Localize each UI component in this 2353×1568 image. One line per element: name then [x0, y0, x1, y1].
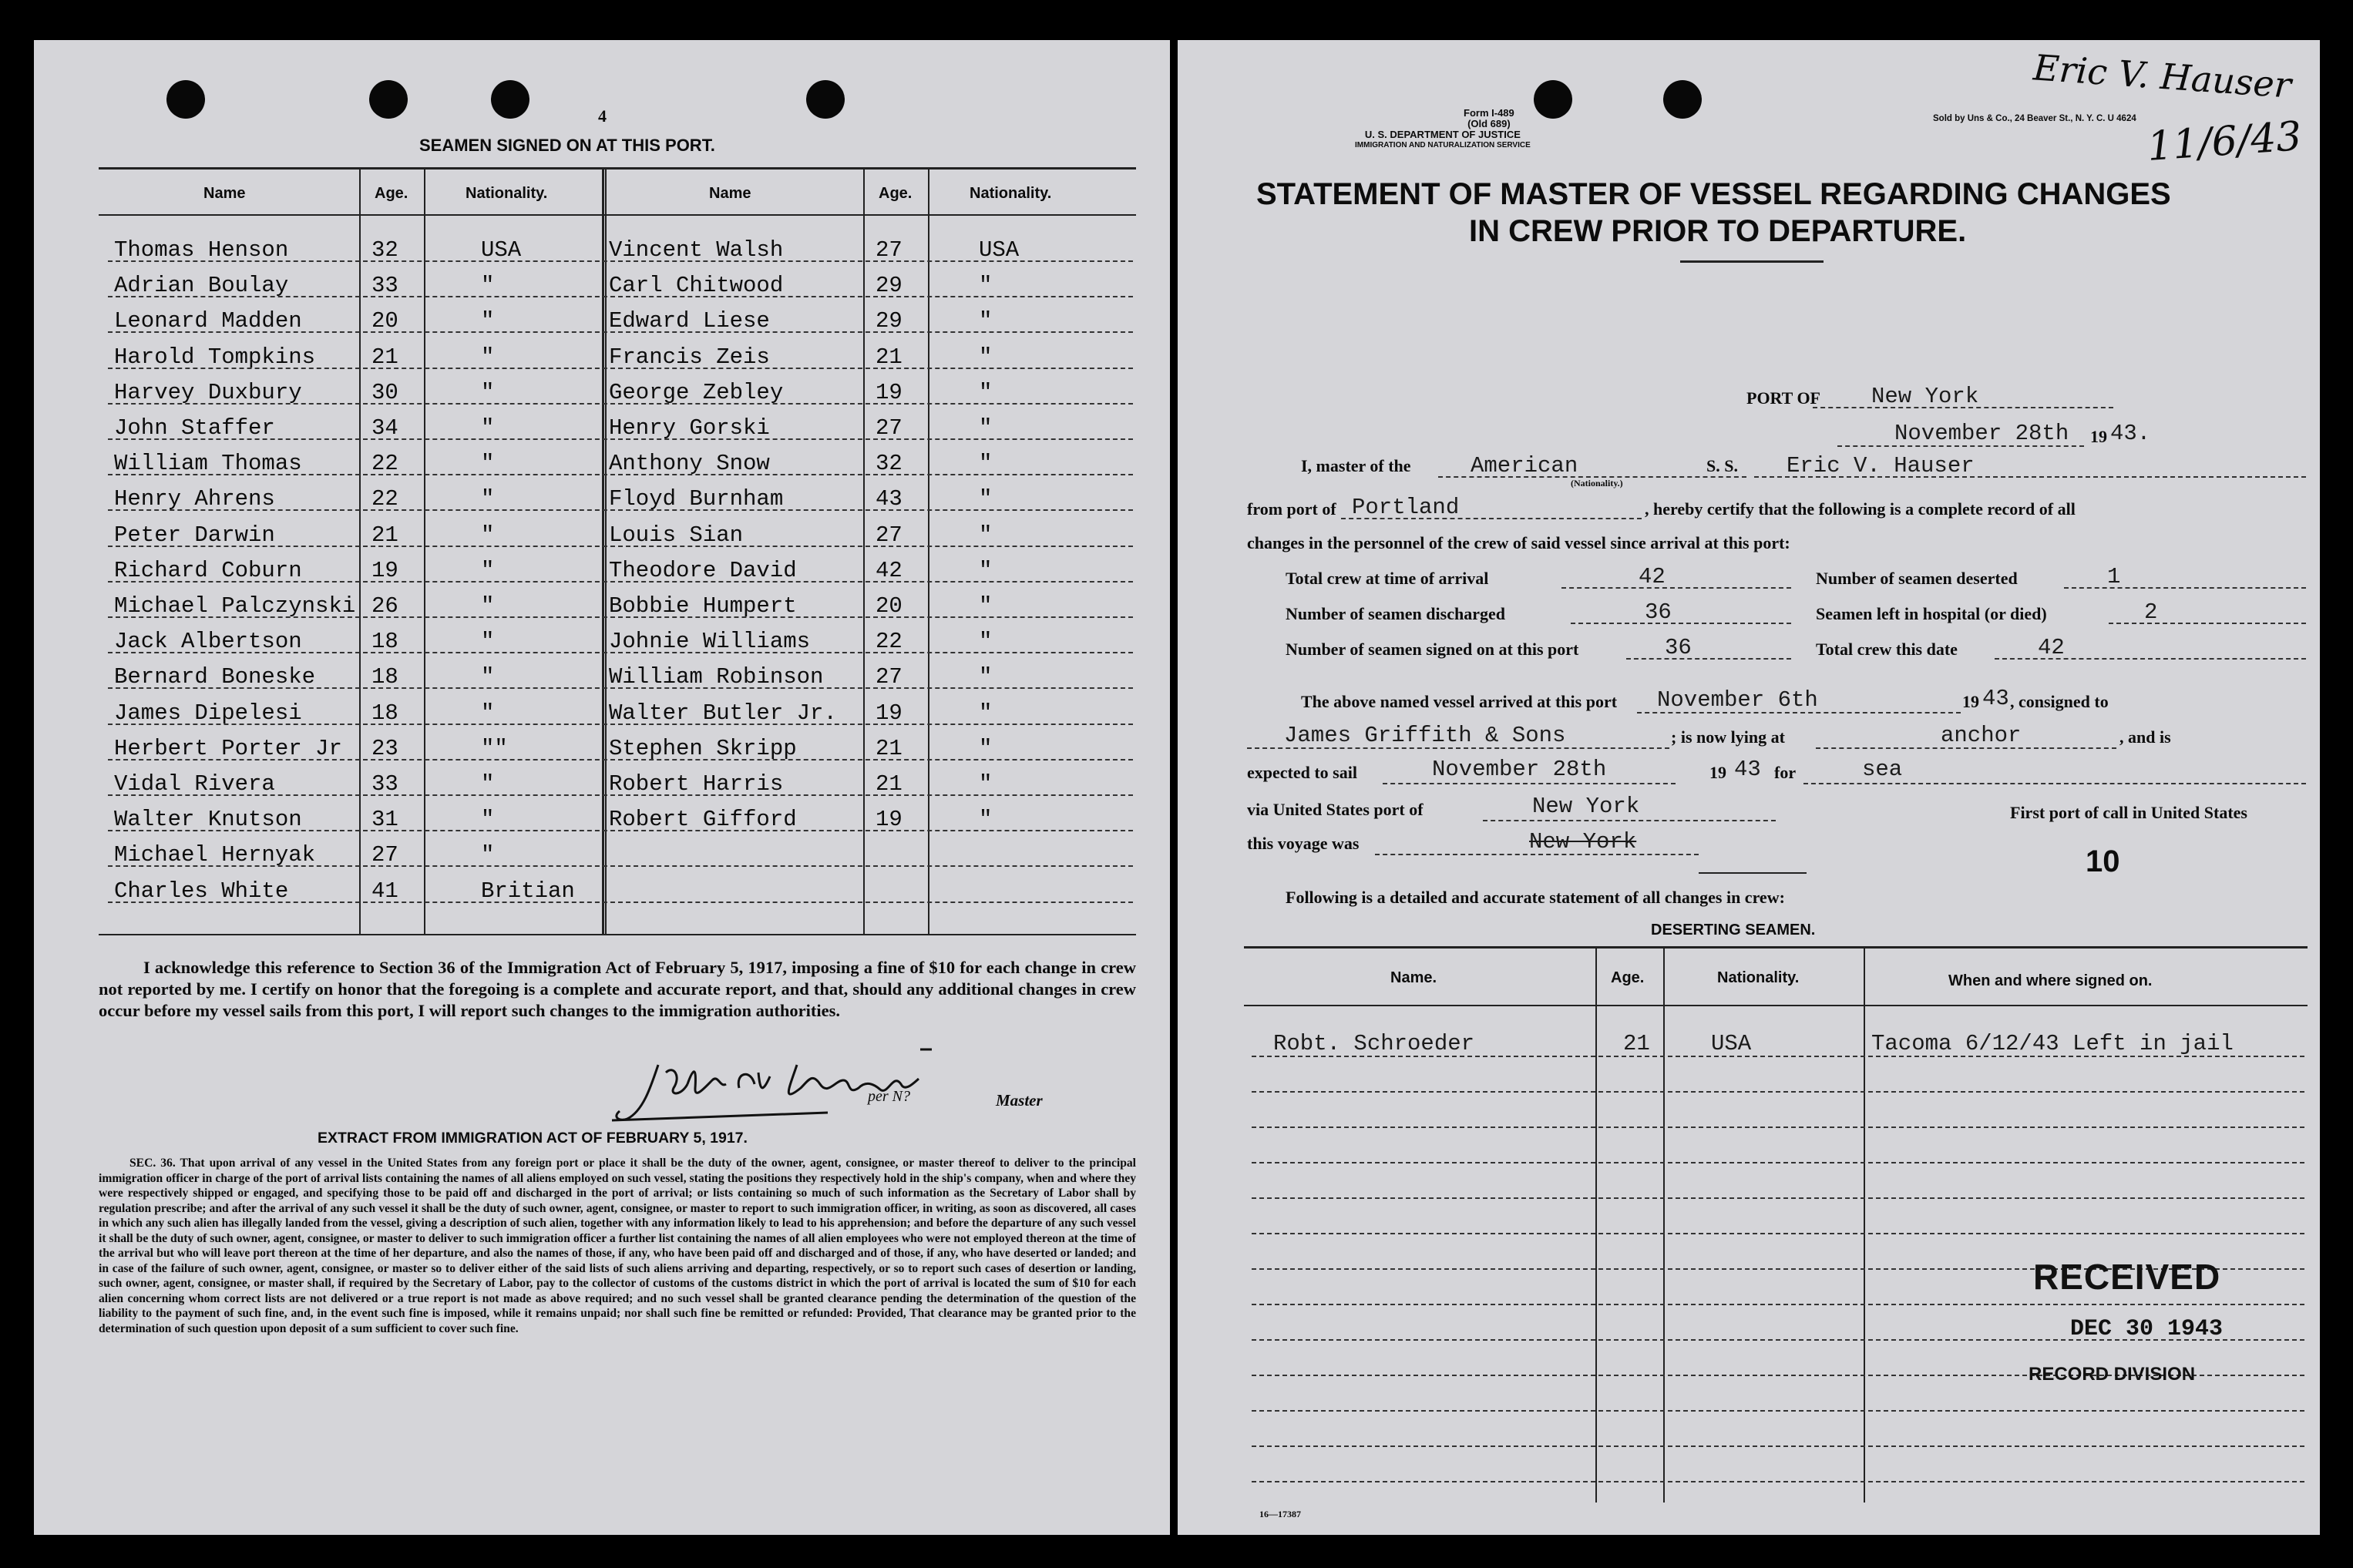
- arrived-date: November 6th: [1657, 687, 1818, 713]
- crew-age: 26: [371, 593, 398, 619]
- crew-age-2: 27: [876, 237, 903, 263]
- master-label: Master: [996, 1091, 1043, 1110]
- crew-age-2: 22: [876, 629, 903, 655]
- crew-age-2: 27: [876, 415, 903, 441]
- crew-nationality: ": [481, 771, 495, 797]
- sold-by: Sold by Uns & Co., 24 Beaver St., N. Y. C. U 4624: [1933, 114, 2136, 123]
- crew-name: Harvey Duxbury: [114, 379, 302, 405]
- nationality-label: (Nationality.): [1571, 478, 1623, 489]
- crew-name: John Staffer: [114, 415, 275, 441]
- sail-year: 43: [1734, 757, 1761, 782]
- crew-name-2: Robert Harris: [609, 771, 784, 797]
- crew-nationality: ": [481, 557, 495, 583]
- crew-name-2: Stephen Skripp: [609, 735, 797, 761]
- sail-label: expected to sail: [1247, 763, 1357, 782]
- stat-dotted-line: [1626, 658, 1791, 660]
- handwritten-vessel: Eric V. Hauser: [2032, 46, 2293, 106]
- crew-nationality: ": [481, 522, 495, 548]
- crew-name: Michael Palczynski: [114, 593, 356, 619]
- crew-age-2: 19: [876, 379, 903, 405]
- crew-name-2: Floyd Burnham: [609, 486, 784, 512]
- crew-nationality-2: ": [979, 344, 993, 370]
- stat-value: 36: [1645, 599, 1672, 625]
- first-call-label: First port of call in United States: [2010, 803, 2247, 822]
- crew-nationality: ": [481, 415, 495, 441]
- desert-row-dotted-line: [1252, 1091, 2304, 1093]
- crew-nationality: ": [481, 807, 495, 833]
- via-port: New York: [1532, 794, 1640, 819]
- col-header-nationality: Nationality.: [466, 185, 548, 202]
- port-label: PORT OF: [1746, 388, 1820, 408]
- crew-age: 32: [371, 237, 398, 263]
- crew-name-2: Vincent Walsh: [609, 237, 784, 263]
- crew-nationality-2: ": [979, 664, 993, 690]
- crew-name-2: Anthony Snow: [609, 451, 770, 477]
- page-count: 10: [2086, 844, 2120, 878]
- lying-at: anchor: [1941, 723, 2022, 748]
- crew-nationality-2: ": [979, 451, 993, 477]
- crew-age: 22: [371, 486, 398, 512]
- stat-label: Number of seamen signed on at this port: [1286, 640, 1579, 659]
- stat2-value: 42: [2038, 635, 2065, 660]
- stamp-division: RECORD DIVISION: [2029, 1364, 2196, 1385]
- crew-nationality-2: ": [979, 629, 993, 655]
- acknowledgment-text: I acknowledge this reference to Section 36 of the Immigration Act of February 5, 1917, imposing a fine of $10 for each change in crew not reported by me. I certify on honor that the foregoing is a complete and accurate report, and that, should any additional changes in crew occur before my vessel sails from this port, I will report such changes to the immigration authorities.: [99, 958, 1136, 1020]
- crew-name-2: Johnie Williams: [609, 629, 811, 655]
- crew-name: Leonard Madden: [114, 308, 302, 334]
- crew-name-2: William Robinson: [609, 664, 824, 690]
- deserting-title: DESERTING SEAMEN.: [1651, 922, 1816, 938]
- sail-year-prefix: 19: [1709, 763, 1726, 782]
- crew-name-2: Edward Liese: [609, 308, 770, 334]
- from-port-value: Portland: [1352, 495, 1460, 520]
- sail-date: November 28th: [1432, 757, 1607, 782]
- stat2-value: 2: [2144, 599, 2158, 625]
- stat2-label: Number of seamen deserted: [1816, 569, 2018, 588]
- crew-nationality-2: USA: [979, 237, 1020, 263]
- crew-nationality-2: ": [979, 771, 993, 797]
- form-header: [1355, 108, 1531, 151]
- crew-name: Vidal Rivera: [114, 771, 275, 797]
- crew-age: 31: [371, 807, 398, 833]
- consigned-label: , consigned to: [2010, 692, 2109, 711]
- crew-age-2: 19: [876, 700, 903, 726]
- crew-age-2: 20: [876, 593, 903, 619]
- crew-name: William Thomas: [114, 451, 302, 477]
- crew-name: Henry Ahrens: [114, 486, 275, 512]
- ss-label: S. S.: [1706, 456, 1738, 475]
- vessel-name: Eric V. Hauser: [1787, 453, 1975, 478]
- desert-when: Tacoma 6/12/43 Left in jail: [1871, 1031, 2234, 1056]
- crew-age-2: 27: [876, 664, 903, 690]
- year-value: 43.: [2110, 421, 2151, 446]
- desert-row-dotted-line: [1252, 1162, 2304, 1163]
- crew-age: 23: [371, 735, 398, 761]
- crew-nationality-2: ": [979, 308, 993, 334]
- service: IMMIGRATION AND NATURALIZATION SERVICE: [1355, 141, 1531, 149]
- desert-nationality: USA: [1711, 1031, 1752, 1056]
- crew-nationality: ": [481, 486, 495, 512]
- col-header-age: Age.: [375, 185, 408, 202]
- punch-hole: [166, 80, 205, 119]
- crew-name-2: Robert Gifford: [609, 807, 797, 833]
- crew-age: 34: [371, 415, 398, 441]
- crew-nationality: ": [481, 451, 495, 477]
- crew-age-2: 19: [876, 807, 903, 833]
- desert-header-nationality: Nationality.: [1717, 969, 1800, 986]
- page-number: 4: [598, 106, 607, 126]
- desert-row-dotted-line: [1252, 1233, 2304, 1234]
- crew-nationality: ": [481, 629, 495, 655]
- crew-name-2: Henry Gorski: [609, 415, 770, 441]
- crew-name-2: Francis Zeis: [609, 344, 770, 370]
- arrived-year-prefix: 19: [1962, 692, 1979, 711]
- crew-nationality: "": [481, 735, 508, 761]
- and-is-label: , and is: [2119, 727, 2171, 747]
- stamp-received: RECEIVED: [2033, 1257, 2221, 1297]
- desert-header-when: When and where signed on.: [1948, 972, 2153, 989]
- desert-row-dotted-line: [1252, 1197, 2304, 1199]
- crew-age: 18: [371, 629, 398, 655]
- section-title: SEAMEN SIGNED ON AT THIS PORT.: [419, 136, 715, 155]
- desert-row-dotted-line: [1252, 1410, 2304, 1412]
- stat-label: Number of seamen discharged: [1286, 604, 1505, 623]
- desert-header-name: Name.: [1390, 969, 1437, 986]
- crew-nationality-2: ": [979, 486, 993, 512]
- crew-name: Adrian Boulay: [114, 273, 289, 299]
- crew-name-2: Carl Chitwood: [609, 273, 784, 299]
- crew-age-2: 21: [876, 735, 903, 761]
- crew-name-2: Bobbie Humpert: [609, 593, 797, 619]
- crew-age-2: 29: [876, 273, 903, 299]
- title-line-1: STATEMENT OF MASTER OF VESSEL REGARDING CHANGES: [1256, 177, 2171, 211]
- crew-name: Bernard Boneske: [114, 664, 316, 690]
- stat2-value: 1: [2107, 564, 2121, 589]
- extract-title: EXTRACT FROM IMMIGRATION ACT OF FEBRUARY 5, 1917.: [318, 1130, 748, 1147]
- desert-name: Robt. Schroeder: [1273, 1031, 1475, 1056]
- stat2-label: Seamen left in hospital (or died): [1816, 604, 2047, 623]
- crew-age: 18: [371, 700, 398, 726]
- crew-age: 22: [371, 451, 398, 477]
- crew-nationality-2: ": [979, 557, 993, 583]
- crew-nationality: ": [481, 593, 495, 619]
- crew-nationality: ": [481, 700, 495, 726]
- lying-label: ; is now lying at: [1671, 727, 1785, 747]
- crew-nationality-2: ": [979, 522, 993, 548]
- crew-name: Richard Coburn: [114, 557, 302, 583]
- crew-nationality-2: ": [979, 593, 993, 619]
- crew-age: 33: [371, 771, 398, 797]
- crew-age: 30: [371, 379, 398, 405]
- crew-age: 41: [371, 878, 398, 904]
- crew-nationality-2: ": [979, 379, 993, 405]
- master-signature: [597, 1042, 997, 1134]
- col-header-nationality-2: Nationality.: [970, 185, 1052, 202]
- this-voyage-label: this voyage was: [1247, 834, 1360, 853]
- crew-name: Michael Hernyak: [114, 842, 316, 868]
- stat2-label: Total crew this date: [1816, 640, 1958, 659]
- crew-age-2: 29: [876, 308, 903, 334]
- date-value: November 28th: [1894, 421, 2069, 446]
- crew-nationality: USA: [481, 237, 522, 263]
- footer-code: 16—17387: [1259, 1509, 1301, 1519]
- crew-nationality-2: ": [979, 807, 993, 833]
- from-port-label: from port of: [1247, 499, 1336, 519]
- crew-age-2: 21: [876, 344, 903, 370]
- stat-dotted-line: [1561, 587, 1791, 589]
- form-number: Form I-489: [1464, 107, 1514, 119]
- col-header-name-2: Name: [709, 185, 751, 202]
- punch-hole: [369, 80, 408, 119]
- right-page: [1178, 40, 2320, 1535]
- for-label: for: [1774, 763, 1797, 782]
- crew-name: James Dipelesi: [114, 700, 302, 726]
- first-call-value: New York: [1529, 829, 1637, 855]
- form-old-number: (Old 689): [1467, 118, 1511, 129]
- crew-name: Harold Tompkins: [114, 344, 316, 370]
- via-label: via United States port of: [1247, 800, 1424, 819]
- master-of-label: I, master of the: [1301, 456, 1411, 475]
- crew-name: Herbert Porter Jr: [114, 735, 342, 761]
- arrived-year: 43: [1982, 686, 2009, 711]
- crew-nationality: ": [481, 379, 495, 405]
- following-text: Following is a detailed and accurate statement of all changes in crew:: [1286, 888, 1785, 907]
- crew-age: 33: [371, 273, 398, 299]
- crew-age-2: 27: [876, 522, 903, 548]
- stat-value: 36: [1665, 635, 1692, 660]
- crew-nationality: ": [481, 664, 495, 690]
- punch-hole: [491, 80, 529, 119]
- stat2-dotted-line: [2064, 587, 2306, 589]
- col-header-age-2: Age.: [879, 185, 913, 202]
- crew-name: Peter Darwin: [114, 522, 275, 548]
- crew-nationality-2: ": [979, 415, 993, 441]
- crew-age-2: 42: [876, 557, 903, 583]
- crew-age: 20: [371, 308, 398, 334]
- signature-per: per N?: [868, 1088, 910, 1105]
- crew-nationality: ": [481, 344, 495, 370]
- desert-row-dotted-line: [1252, 1445, 2304, 1447]
- crew-age: 19: [371, 557, 398, 583]
- department: U. S. DEPARTMENT OF JUSTICE: [1364, 129, 1521, 140]
- punch-hole: [1663, 80, 1702, 119]
- stat-label: Total crew at time of arrival: [1286, 569, 1489, 588]
- nationality-value: American: [1471, 453, 1578, 478]
- arrived-label: The above named vessel arrived at this port: [1301, 692, 1618, 711]
- desert-row-dotted-line: [1252, 1126, 2304, 1128]
- crew-name-2: Walter Butler Jr.: [609, 700, 837, 726]
- crew-age: 27: [371, 842, 398, 868]
- crew-nationality-2: ": [979, 273, 993, 299]
- stamp-date: DEC 30 1943: [2070, 1316, 2224, 1342]
- crew-name: Jack Albertson: [114, 629, 302, 655]
- crew-nationality: Britian: [481, 878, 575, 904]
- crew-age: 18: [371, 664, 398, 690]
- port-value: New York: [1871, 384, 1979, 409]
- title-line-2: IN CREW PRIOR TO DEPARTURE.: [1469, 214, 1967, 248]
- consignee: James Griffith & Sons: [1284, 723, 1566, 748]
- crew-nationality-2: ": [979, 735, 993, 761]
- desert-row-dotted-line: [1252, 1304, 2304, 1305]
- crew-name-2: Louis Sian: [609, 522, 744, 548]
- crew-nationality: ": [481, 308, 495, 334]
- stat-dotted-line: [1571, 623, 1791, 624]
- extract-text: SEC. 36. That upon arrival of any vessel in the United States from any foreign port or place it shall be the duty of the owner, agent, consignee, or master thereof to deliver to the principal immigration officer in charge of the port of arrival lists containing the names of all aliens employed on such vessel, stating the positions they respectively hold in the ship's company, when and where they were respectively shipped or engaged, and specifying those to be paid off and discharged in the port of arrival; or lists containing so much of such information as the Secretary of Labor shall by regulation prescribe; and after the arrival of any such vessel it shall be the duty of such owner, agent, consignee, or master to report to such immigration officer, in writing, as soon as discovered, all cases in which any such alien has illegally landed from the vessel, giving a description of such alien, together with any information likely to lead to his apprehension; and before the departure of any such vessel it shall be the duty of such owner, agent, consignee, or master to deliver to such immigration officer a further list containing the names of all alien employees who were not employed thereon at the time of the arrival but who will leave port thereon at the time of her departure, and also the names of those, if any, who have been paid off and discharged and of those, if any, who have deserted or landed; and in case of the failure of such owner, agent, consignee, or master so to deliver either of the said lists of such aliens arriving and departing, respectively, or so to report such cases of desertion or landing, such owner, agent, consignee, or master shall, if required by the Secretary of Labor, pay to the collector of customs of the customs district in which the port of arrival is located the sum of $10 for each alien concerning whom correct lists are not delivered or a true report is not made as above required; and no such vessel shall be granted clearance pending the determination of the question of the liability to the payment of such fine, and, in the event such fine is imposed, while it remains unpaid; nor shall such fine be remitted or refunded: Provided, That clearance may be granted prior to the determination of such question upon deposit of a sum sufficient to cover such fine.: [99, 1157, 1136, 1335]
- punch-hole: [1534, 80, 1572, 119]
- crew-age-2: 32: [876, 451, 903, 477]
- col-header-name: Name: [203, 185, 246, 202]
- stat-value: 42: [1639, 564, 1666, 589]
- crew-age: 21: [371, 344, 398, 370]
- crew-nationality: ": [481, 842, 495, 868]
- crew-age-2: 21: [876, 771, 903, 797]
- desert-age: 21: [1623, 1031, 1650, 1056]
- crew-age-2: 43: [876, 486, 903, 512]
- left-page: [34, 40, 1170, 1535]
- year-prefix: 19: [2090, 427, 2107, 446]
- changes-text: changes in the personnel of the crew of said vessel since arrival at this port:: [1247, 533, 1790, 552]
- punch-hole: [806, 80, 845, 119]
- handwritten-date: 11/6/43: [2146, 113, 2304, 170]
- crew-age: 21: [371, 522, 398, 548]
- crew-name-2: George Zebley: [609, 379, 784, 405]
- crew-name-2: Theodore David: [609, 557, 797, 583]
- crew-name: Walter Knutson: [114, 807, 302, 833]
- desert-header-age: Age.: [1611, 969, 1645, 986]
- desert-row-dotted-line: [1252, 1481, 2304, 1482]
- certify-text: , hereby certify that the following is a complete record of all: [1645, 499, 2076, 519]
- sail-for: sea: [1862, 757, 1903, 782]
- crew-nationality: ": [481, 273, 495, 299]
- crew-nationality-2: ": [979, 700, 993, 726]
- stat2-dotted-line: [2109, 623, 2306, 624]
- crew-name: Charles White: [114, 878, 289, 904]
- crew-name: Thomas Henson: [114, 237, 289, 263]
